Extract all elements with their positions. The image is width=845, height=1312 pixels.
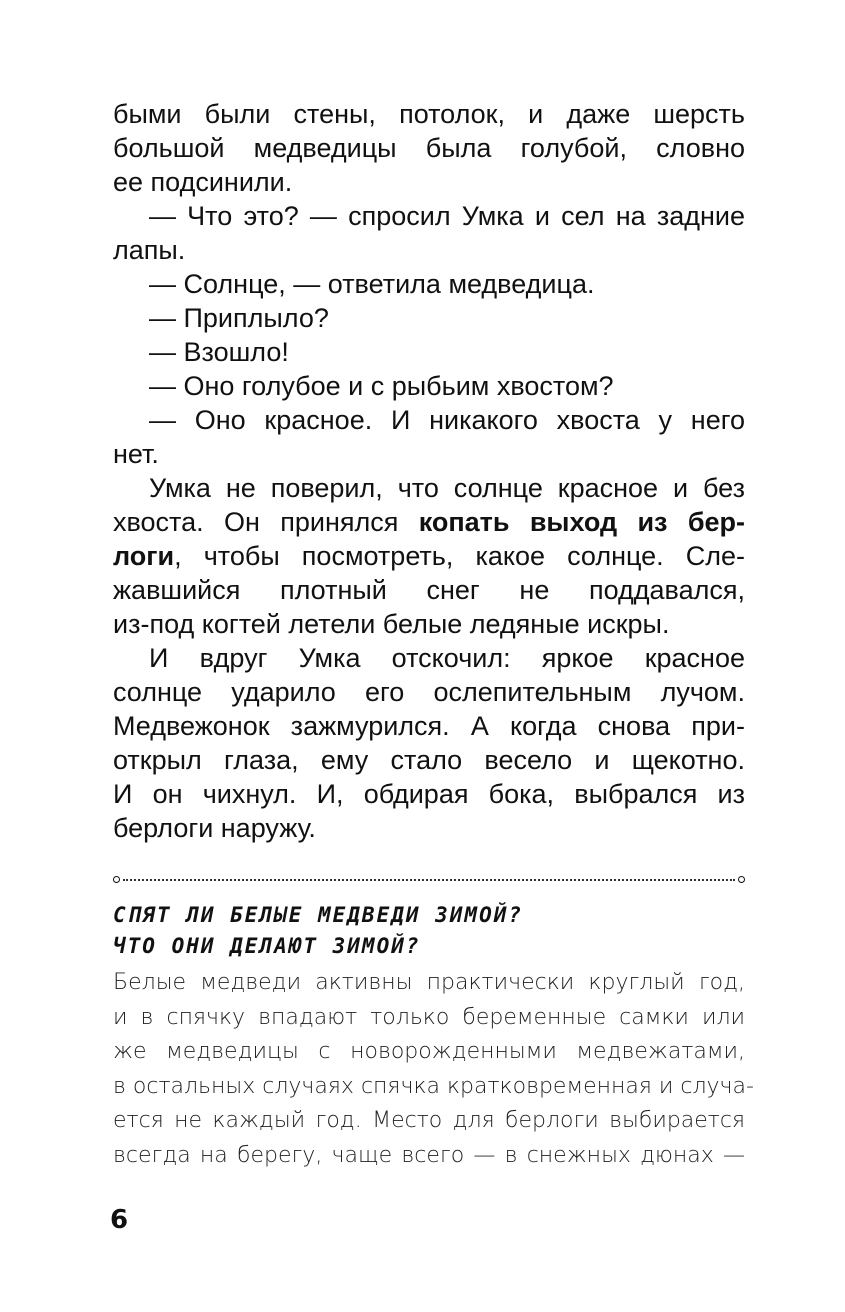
- page-number: 6: [110, 1205, 129, 1235]
- story-text: [113, 97, 745, 845]
- story-line: И вдруг Умка отскочил: яркое красное: [149, 643, 745, 673]
- dialogue-line: — Оно красное. И никакого хвоста у него: [149, 405, 745, 435]
- question-line: СПЯТ ЛИ БЕЛЫЕ МЕДВЕДИ ЗИМОЙ?: [113, 903, 524, 927]
- dialogue-line: — Что это? — спросил Умка и сел на задние: [149, 201, 745, 231]
- story-text-run: хвоста. Он принялся: [113, 507, 419, 537]
- dialogue-line: — Приплыло?: [149, 303, 329, 333]
- info-line: всегда на берегу, чаще всего — в снежных дюнах —: [113, 1142, 745, 1168]
- story-line: солнце ударило его ослепительным лучом.: [113, 677, 745, 707]
- story-line: большой медведицы была голубой, словно: [113, 133, 745, 163]
- info-text: [113, 966, 754, 1173]
- story-line: берлоги наружу.: [113, 813, 316, 843]
- story-line: ее подсинили.: [113, 167, 293, 197]
- divider-dotted-line: [123, 879, 735, 881]
- story-text-run: , чтобы посмотреть, какое солнце. Сле-: [174, 541, 745, 571]
- bold-phrase: копать выход из бер-: [418, 507, 745, 537]
- dialogue-line: — Солнце, — ответила медведица.: [149, 269, 595, 299]
- story-line: открыл глаза, ему стало весело и щекотно.: [113, 745, 745, 775]
- info-line: же медведицы с новорожденными медвежатами,: [113, 1039, 745, 1064]
- story-line: жавшийся плотный снег не поддавался,: [113, 575, 745, 605]
- question-heading: [113, 900, 745, 962]
- info-line: и в спячку впадают только беременные самки или: [113, 1004, 745, 1030]
- divider-circle-icon: [738, 876, 745, 883]
- dotted-divider: [113, 873, 745, 887]
- question-line: ЧТО ОНИ ДЕЛАЮТ ЗИМОЙ?: [113, 934, 421, 958]
- dialogue-line: — Оно голубое и с рыбьим хвостом?: [149, 371, 614, 401]
- story-line: быми были стены, потолок, и даже шерсть: [113, 99, 745, 129]
- info-line: в остальных случаях спячка кратковременная и случа-: [113, 1073, 754, 1099]
- story-line: [113, 539, 745, 573]
- info-line: Белые медведи активны практически круглый год,: [113, 970, 745, 995]
- story-line: [113, 505, 745, 539]
- dialogue-line: — Взошло!: [149, 337, 289, 367]
- info-line: ется не каждый год. Место для берлоги выбирается: [113, 1108, 745, 1133]
- divider-circle-icon: [113, 876, 120, 883]
- story-line: Медвежонок зажмурился. А когда снова при-: [113, 711, 745, 741]
- story-line: нет.: [113, 439, 159, 469]
- story-line: лапы.: [113, 235, 186, 265]
- story-line: Умка не поверил, что солнце красное и без: [149, 473, 745, 503]
- story-line: из-под когтей летели белые ледяные искры.: [113, 609, 670, 639]
- story-line: И он чихнул. И, обдирая бока, выбрался из: [113, 779, 745, 809]
- bold-phrase: логи: [113, 541, 175, 571]
